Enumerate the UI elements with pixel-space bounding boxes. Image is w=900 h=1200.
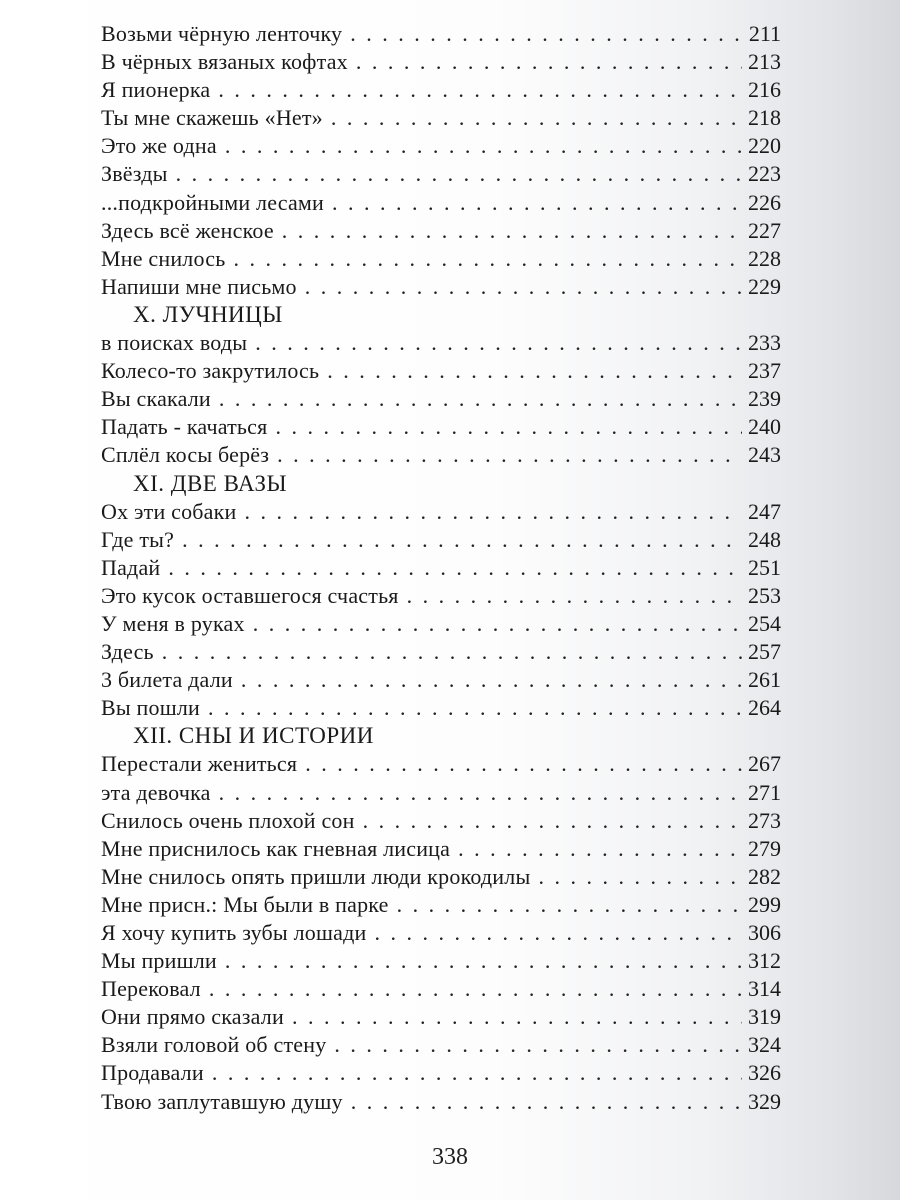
toc-entry xyxy=(101,666,781,694)
page-number: 338 xyxy=(432,1144,468,1170)
toc-entry-page: 282 xyxy=(748,863,781,889)
toc-entry-page: 264 xyxy=(748,695,781,721)
toc-entry xyxy=(101,245,781,273)
toc-entry xyxy=(101,975,781,1003)
toc-entry-page: 273 xyxy=(748,807,781,833)
dot-leader xyxy=(374,919,742,947)
toc-entry-title: Они прямо сказали xyxy=(101,1004,284,1030)
dot-leader xyxy=(225,947,742,975)
dot-leader xyxy=(327,357,742,385)
dot-leader xyxy=(334,1031,742,1059)
dot-leader xyxy=(182,526,742,554)
toc-entry-title: Где ты? xyxy=(101,526,175,552)
dot-leader xyxy=(162,638,742,666)
toc-entry-page: 228 xyxy=(748,245,781,271)
dot-leader xyxy=(241,666,742,694)
toc-entry-page: 247 xyxy=(748,498,781,524)
toc-entry-title: эта девочка xyxy=(101,779,211,805)
toc-entry-title: Ты мне скажешь «Нет» xyxy=(101,105,323,131)
toc-entry xyxy=(101,104,781,132)
toc-entry-page: 233 xyxy=(748,330,781,356)
toc-entry xyxy=(101,441,781,469)
toc-entry xyxy=(101,329,781,357)
toc-entry-title: У меня в руках xyxy=(101,610,245,636)
toc-entry-page: 218 xyxy=(748,105,781,131)
toc-entry xyxy=(101,947,781,975)
dot-leader xyxy=(176,160,742,188)
dot-leader xyxy=(225,132,742,160)
toc-entry-page: 220 xyxy=(748,133,781,159)
toc-entry xyxy=(101,554,781,582)
dot-leader xyxy=(282,217,742,245)
toc-entry xyxy=(101,526,781,554)
toc-entry xyxy=(101,779,781,807)
toc-entry xyxy=(101,76,781,104)
toc-entry-title: Звёзды xyxy=(101,161,168,187)
toc-entry-title: Мне снилось xyxy=(101,245,226,271)
toc-entry-page: 227 xyxy=(748,217,781,243)
toc-entry-page: 324 xyxy=(748,1032,781,1058)
table-of-contents xyxy=(101,20,781,1116)
dot-leader xyxy=(538,863,742,891)
toc-entry-title: Мне снилось опять пришли люди крокодилы xyxy=(101,863,531,889)
toc-entry xyxy=(101,1003,781,1031)
toc-entry-page: 240 xyxy=(748,414,781,440)
toc-entry-title: Ох эти собаки xyxy=(101,498,237,524)
toc-entry-page: 306 xyxy=(748,920,781,945)
toc-entry-title: Падай xyxy=(101,554,161,580)
toc-entry-page: 267 xyxy=(748,751,781,777)
dot-leader xyxy=(275,413,742,441)
toc-entry-title: Это же одна xyxy=(101,133,217,159)
toc-entry-page: 223 xyxy=(748,161,781,187)
toc-entry-title: Падать - качаться xyxy=(101,414,268,440)
toc-entry-page: 329 xyxy=(748,1088,781,1114)
dot-leader xyxy=(305,750,742,778)
toc-entry xyxy=(101,919,781,947)
toc-entry-page: 271 xyxy=(748,779,781,805)
toc-entry-title: Здесь xyxy=(101,639,154,665)
toc-entry-title: Напиши мне письмо xyxy=(101,273,297,299)
toc-entry-title: Вы скакали xyxy=(101,386,211,412)
toc-entry-page: 248 xyxy=(748,526,781,552)
toc-entry-page: 314 xyxy=(748,976,781,1002)
toc-entry-title: Твою заплутавшую душу xyxy=(101,1088,343,1114)
dot-leader xyxy=(277,441,742,469)
toc-entry xyxy=(101,582,781,610)
toc-entry-page: 299 xyxy=(748,891,781,917)
dot-leader xyxy=(253,610,742,638)
dot-leader xyxy=(168,554,742,582)
toc-entry xyxy=(101,1088,781,1116)
dot-leader xyxy=(331,104,742,132)
toc-entry xyxy=(101,189,781,217)
toc-entry-title: Колесо-то закрутилось xyxy=(101,358,320,384)
toc-entry-title: В чёрных вязаных кофтах xyxy=(101,49,348,75)
toc-entry-page: 213 xyxy=(748,49,781,75)
toc-entry-title: Я хочу купить зубы лошади xyxy=(101,920,367,945)
toc-entry xyxy=(101,357,781,385)
dot-leader xyxy=(305,273,742,301)
section-heading: XII. СНЫ И ИСТОРИИ xyxy=(133,723,374,749)
toc-entry-page: 326 xyxy=(748,1060,781,1086)
toc-entry-title: Перестали жениться xyxy=(101,751,298,777)
dot-leader xyxy=(292,1003,742,1031)
dot-leader xyxy=(351,1088,742,1116)
toc-entry-title: Возьми чёрную ленточку xyxy=(101,21,343,46)
dot-leader xyxy=(218,76,742,104)
dot-leader xyxy=(208,694,742,722)
toc-entry-page: 319 xyxy=(748,1004,781,1030)
toc-entry xyxy=(101,48,781,76)
toc-entry-page: 251 xyxy=(748,554,781,580)
toc-entry xyxy=(101,610,781,638)
toc-entry-title: ...подкройными лесами xyxy=(101,189,325,215)
toc-entry-title: Вы пошли xyxy=(101,695,201,721)
toc-entry-title: Здесь всё женское xyxy=(101,217,274,243)
toc-entry xyxy=(101,1031,781,1059)
toc-entry-page: 211 xyxy=(748,21,781,46)
section-heading: XI. ДВЕ ВАЗЫ xyxy=(133,470,288,496)
dot-leader xyxy=(255,329,742,357)
dot-leader xyxy=(212,1059,742,1087)
toc-entry-title: Мне приснилось как гневная лисица xyxy=(101,835,451,861)
toc-entry-page: 261 xyxy=(748,667,781,693)
toc-entry-page: 257 xyxy=(748,639,781,665)
toc-entry-title: Взяли головой об стену xyxy=(101,1032,327,1058)
dot-leader xyxy=(458,835,742,863)
toc-entry-page: 243 xyxy=(748,442,781,468)
dot-leader xyxy=(332,189,742,217)
toc-entry xyxy=(101,413,781,441)
toc-entry xyxy=(101,273,781,301)
dot-leader xyxy=(397,891,742,919)
dot-leader xyxy=(219,385,742,413)
toc-entry xyxy=(101,891,781,919)
toc-entry-page: 237 xyxy=(748,358,781,384)
toc-entry-page: 279 xyxy=(748,835,781,861)
toc-entry-title: Перековал xyxy=(101,976,201,1002)
toc-entry xyxy=(101,863,781,891)
section-heading: X. ЛУЧНИЦЫ xyxy=(133,301,283,327)
toc-entry xyxy=(101,1059,781,1087)
toc-entry-title: Продавали xyxy=(101,1060,204,1086)
toc-entry xyxy=(101,807,781,835)
toc-entry-page: 216 xyxy=(748,77,781,103)
toc-entry xyxy=(101,132,781,160)
toc-entry-title: Мне присн.: Мы были в парке xyxy=(101,891,389,917)
toc-entry xyxy=(101,385,781,413)
dot-leader xyxy=(245,498,742,526)
toc-entry-page: 254 xyxy=(748,610,781,636)
toc-entry xyxy=(101,160,781,188)
dot-leader xyxy=(209,975,742,1003)
toc-entry-title: в поисках воды xyxy=(101,330,248,356)
dot-leader xyxy=(363,807,742,835)
dot-leader xyxy=(233,245,742,273)
toc-entry-title: Это кусок оставшегося счастья xyxy=(101,582,399,608)
toc-entry xyxy=(101,498,781,526)
toc-entry xyxy=(101,638,781,666)
toc-entry xyxy=(101,20,781,48)
toc-entry-page: 229 xyxy=(748,273,781,299)
dot-leader xyxy=(407,582,742,610)
toc-entry-page: 312 xyxy=(748,948,781,974)
toc-entry-title: Снилось очень плохой сон xyxy=(101,807,355,833)
toc-entry xyxy=(101,217,781,245)
toc-entry xyxy=(101,835,781,863)
toc-entry xyxy=(101,694,781,722)
toc-entry-page: 253 xyxy=(748,582,781,608)
dot-leader xyxy=(219,779,742,807)
toc-entry xyxy=(101,750,781,778)
dot-leader xyxy=(350,20,743,48)
toc-entry-page: 226 xyxy=(748,189,781,215)
dot-leader xyxy=(356,48,742,76)
toc-entry-title: Мы пришли xyxy=(101,948,217,974)
toc-entry-title: Сплёл косы берёз xyxy=(101,442,270,468)
toc-entry-title: 3 билета дали xyxy=(101,667,233,693)
toc-entry-page: 239 xyxy=(748,386,781,412)
toc-entry-title: Я пионерка xyxy=(101,77,211,103)
